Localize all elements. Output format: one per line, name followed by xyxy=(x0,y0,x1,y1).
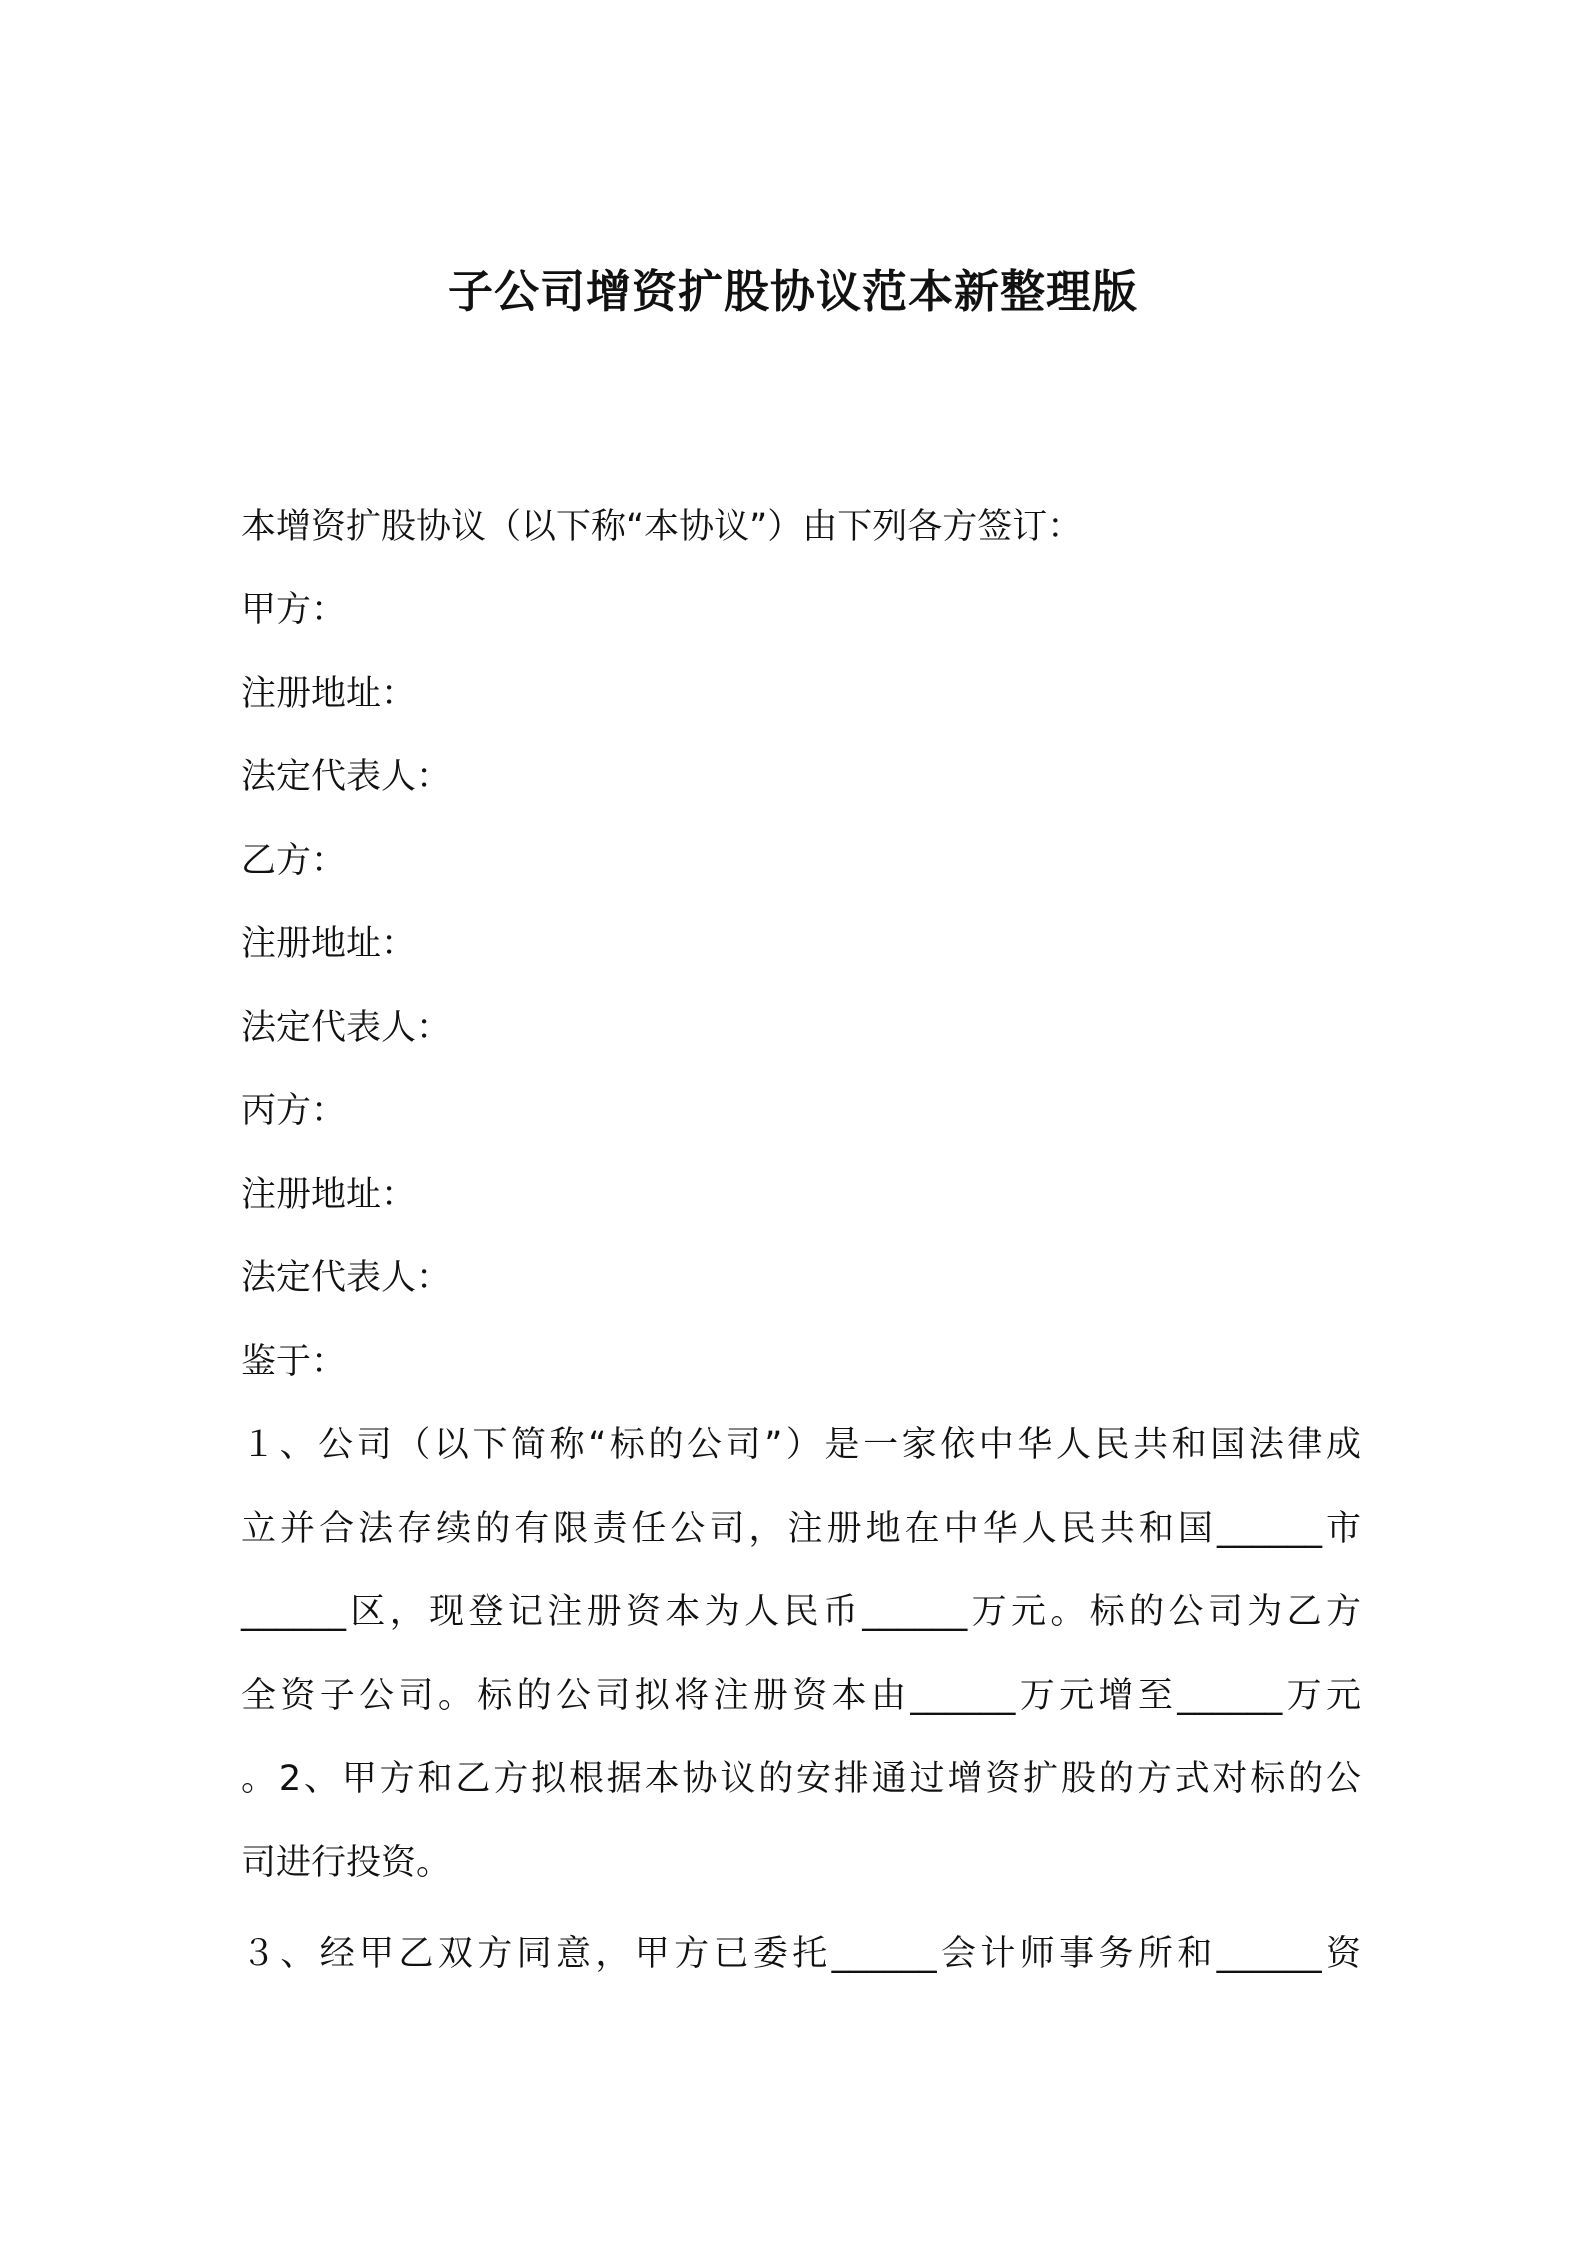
party-c-label: 丙方： xyxy=(241,1091,347,1131)
party-c-rep-label: 法定代表人： xyxy=(241,1258,452,1298)
clause-line: 司进行投资。 xyxy=(241,1843,452,1883)
document-title: 子公司增资扩股协议范本新整理版 xyxy=(447,265,1138,318)
clause-line: ３、经甲乙双方同意，甲方已委托______会计师事务所和______资 xyxy=(241,1934,1361,1974)
clause-line: 。2、甲方和乙方拟根据本协议的安排通过增资扩股的方式对标的公 xyxy=(241,1759,1361,1799)
clause-line: ______区，现登记注册资本为人民币______万元。标的公司为乙方 xyxy=(241,1592,1361,1632)
party-a-address-label: 注册地址： xyxy=(241,674,417,714)
whereas-label: 鉴于： xyxy=(241,1342,347,1382)
party-c-address-label: 注册地址： xyxy=(241,1175,417,1215)
clause-line: 立并合法存续的有限责任公司，注册地在中华人民共和国______市 xyxy=(241,1509,1361,1549)
party-a-label: 甲方： xyxy=(241,590,347,630)
party-b-address-label: 注册地址： xyxy=(241,924,417,964)
party-b-label: 乙方： xyxy=(241,841,347,881)
clause-line: １、公司（以下简称“标的公司”）是一家依中华人民共和国法律成 xyxy=(241,1425,1361,1465)
party-b-rep-label: 法定代表人： xyxy=(241,1008,452,1048)
party-a-rep-label: 法定代表人： xyxy=(241,757,452,797)
intro-line: 本增资扩股协议（以下称“本协议”）由下列各方签订： xyxy=(241,507,1083,547)
clause-line: 全资子公司。标的公司拟将注册资本由______万元增至______万元 xyxy=(241,1676,1361,1716)
